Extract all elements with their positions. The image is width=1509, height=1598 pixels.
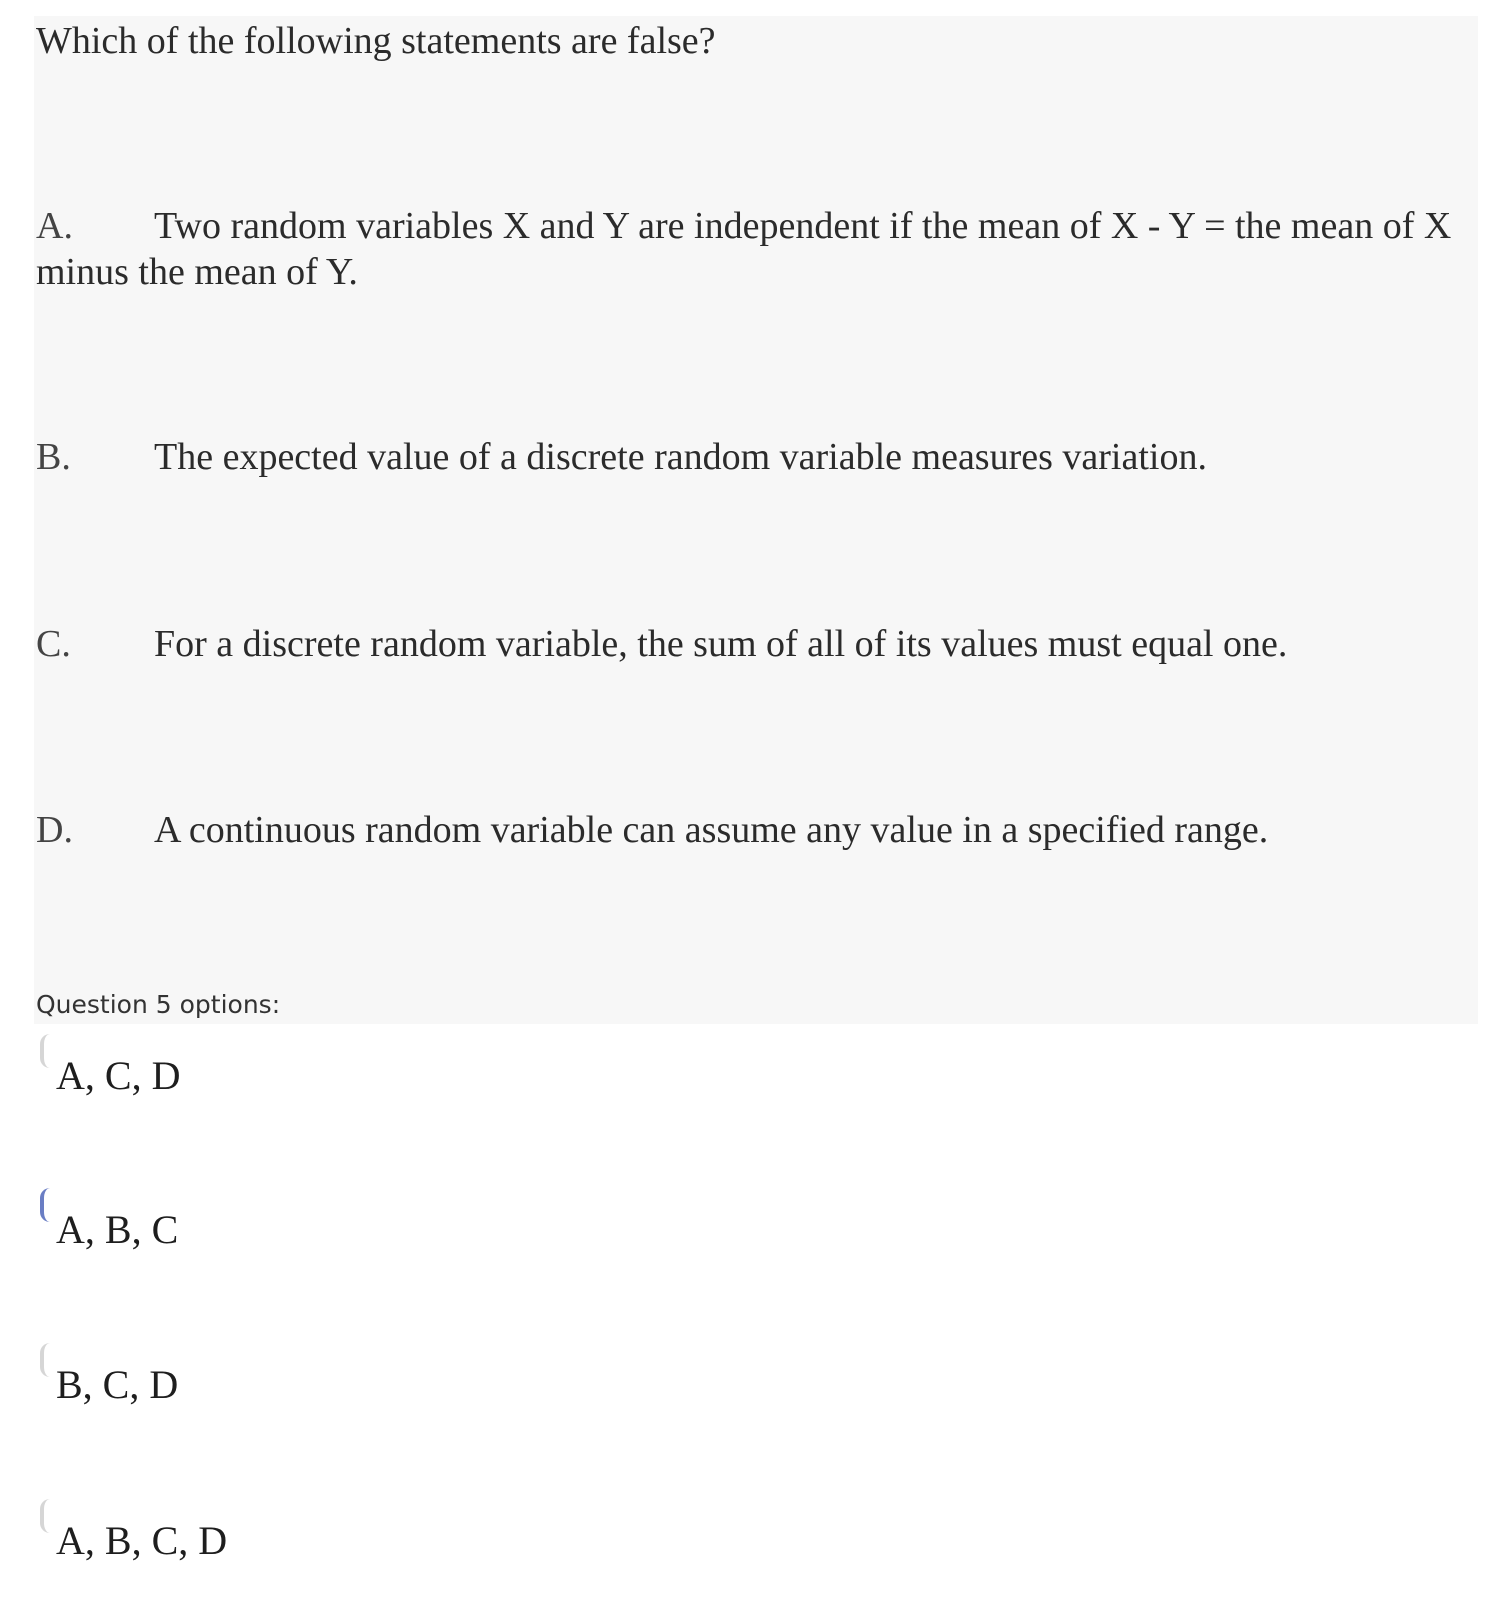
radio-button[interactable] — [40, 1343, 50, 1377]
statement-text: A continuous random variable can assume any value in a specified range. — [154, 809, 1269, 851]
options-label: Question 5 options: — [36, 990, 281, 1019]
statement-a — [36, 203, 1456, 295]
statement-text: For a discrete random variable, the sum of all of its values must equal one. — [154, 623, 1288, 665]
statement-text: Two random variables X and Y are independent if the mean of X - Y = the mean of X minus the mean of Y. — [36, 205, 1452, 293]
answer-option-label[interactable]: B, C, D — [56, 1362, 179, 1407]
statement-c — [36, 621, 1456, 667]
radio-button[interactable] — [40, 1499, 50, 1533]
statement-text: The expected value of a discrete random variable measures variation. — [154, 436, 1207, 478]
statement-b — [36, 434, 1456, 480]
question-panel-bg — [34, 16, 1478, 1024]
answer-option-2[interactable] — [40, 1188, 640, 1258]
statement-letter: B. — [36, 436, 71, 478]
answer-option-1[interactable] — [40, 1034, 640, 1104]
answer-option-3[interactable] — [40, 1343, 640, 1413]
radio-button[interactable] — [40, 1188, 50, 1222]
answer-option-label[interactable]: A, B, C — [56, 1207, 179, 1252]
statement-letter: A. — [36, 205, 73, 247]
statement-letter: D. — [36, 809, 73, 851]
answer-option-label[interactable]: A, C, D — [56, 1053, 181, 1098]
answer-option-4[interactable] — [40, 1499, 640, 1569]
question-text: Which of the following statements are false? — [36, 20, 716, 62]
radio-button[interactable] — [40, 1034, 50, 1068]
statement-letter: C. — [36, 623, 71, 665]
statement-d — [36, 807, 1456, 853]
answer-option-label[interactable]: A, B, C, D — [56, 1518, 228, 1563]
